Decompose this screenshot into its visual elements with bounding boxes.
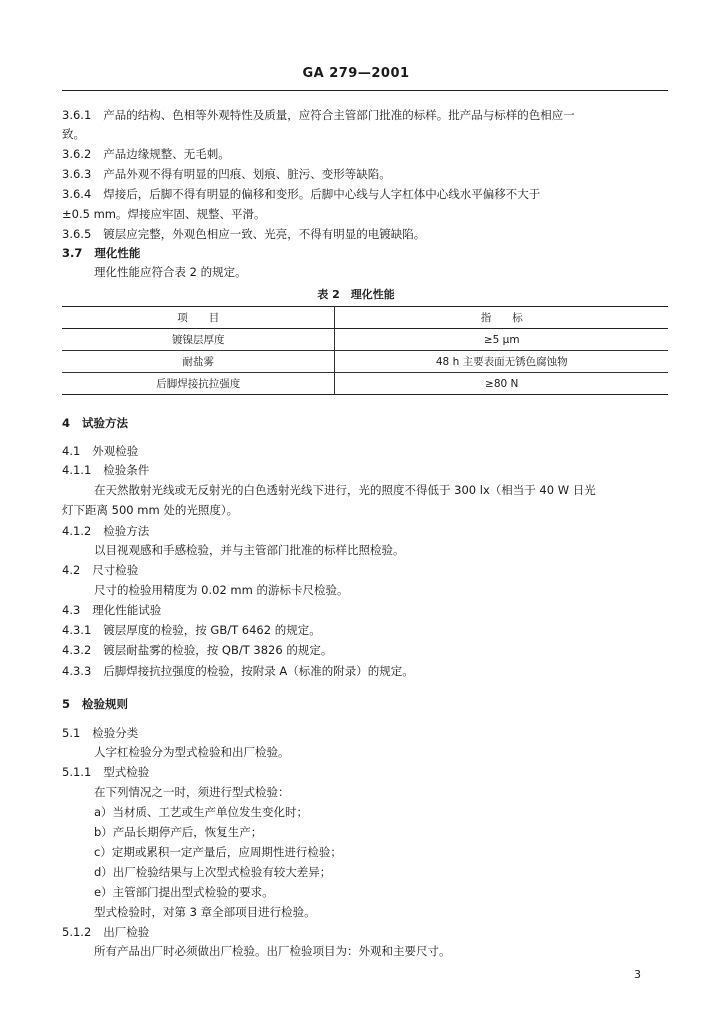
table-header-item: 项 目 (62, 307, 335, 329)
clause-4-1-2-heading (62, 524, 149, 539)
table-header-row (62, 307, 668, 329)
clause-number: 4.3.3 (62, 664, 92, 678)
clause-5-1-1-outro: 型式检验时，对第 3 章全部项目进行检验。 (94, 905, 316, 919)
clause-5-1-2-heading (62, 925, 149, 940)
clause-3-6-1 (62, 108, 575, 123)
section-title: 试验方法 (82, 416, 129, 430)
clause-number: 3.6.3 (62, 167, 92, 181)
table-cell: 镀镍层厚度 (62, 329, 335, 351)
clause-4-1-1-body: 在天然散射光线或无反射光的白色透射光线下进行，光的照度不得低于 300 lx（相当于 40 W 日光 (94, 483, 596, 497)
section-number: 4.1 (62, 444, 81, 458)
clause-4-3-3 (62, 664, 414, 679)
clause-4-3-2 (62, 643, 332, 658)
section-4-1-heading (62, 444, 138, 459)
clause-title: 检验方法 (103, 524, 150, 538)
section-number: 4 (62, 416, 71, 430)
table-cell: ≥5 μm (335, 329, 668, 351)
section-title: 理化性能 (94, 246, 141, 260)
clause-text: 产品边缘规整、无毛刺。 (103, 147, 230, 161)
section-number: 4.2 (62, 563, 81, 577)
clause-number: 4.1.2 (62, 524, 92, 538)
clause-text: 后脚焊接抗拉强度的检验，按附录 A（标准的附录）的规定。 (103, 664, 414, 678)
list-item: e）主管部门提出型式检验的要求。 (94, 885, 274, 899)
list-item: c）定期或累积一定产量后，应周期性进行检验； (94, 845, 342, 859)
clause-number: 4.3.2 (62, 643, 92, 657)
header-rule (62, 90, 668, 91)
table-cell: 耐盐雾 (62, 351, 335, 373)
page-number: 3 (634, 968, 641, 981)
table-cell: 后脚焊接抗拉强度 (62, 373, 335, 395)
clause-text: 产品外观不得有明显的凹痕、划痕、脏污、变形等缺陷。 (103, 167, 391, 181)
clause-text: 镀层耐盐雾的检验，按 QB/T 3826 的规定。 (103, 643, 333, 657)
clause-number: 3.6.4 (62, 187, 92, 201)
section-title: 检验规则 (82, 697, 129, 711)
table-row (62, 329, 668, 351)
section-4-heading (62, 416, 128, 431)
table-row (62, 373, 668, 395)
section-4-2-heading (62, 563, 138, 578)
section-number: 3.7 (62, 246, 83, 260)
clause-3-6-3 (62, 167, 391, 182)
clause-text: 产品的结构、色相等外观特性及质量，应符合主管部门批准的标样。批产品与标样的色相应一 (103, 108, 575, 122)
table-cell: 48 h 主要表面无锈色腐蚀物 (335, 351, 668, 373)
section-title: 尺寸检验 (92, 563, 139, 577)
list-item: a）当材质、工艺或生产单位发生变化时； (94, 805, 309, 819)
section-number: 4.3 (62, 603, 81, 617)
table-header-index: 指 标 (335, 307, 668, 329)
clause-number: 4.1.1 (62, 463, 92, 477)
clause-text: 焊接后，后脚不得有明显的偏移和变形。后脚中心线与人字杠体中心线水平偏移不大于 (103, 187, 541, 201)
section-4-3-heading (62, 603, 161, 618)
clause-5-1-1-heading (62, 765, 149, 780)
table-cell: ≥80 N (335, 373, 668, 395)
clause-3-6-1-continuation: 致。 (62, 127, 85, 141)
section-title: 理化性能试验 (92, 603, 162, 617)
clause-text: 镀层厚度的检验，按 GB/T 6462 的规定。 (103, 623, 321, 637)
clause-number: 5.1.2 (62, 925, 92, 939)
section-4-2-body: 尺寸的检验用精度为 0.02 mm 的游标卡尺检验。 (94, 583, 349, 597)
section-title: 外观检验 (92, 444, 139, 458)
clause-3-6-4-continuation: ±0.5 mm。焊接应牢固、规整、平滑。 (62, 207, 266, 221)
table-row (62, 351, 668, 373)
clause-4-3-1 (62, 623, 321, 638)
list-item: b）产品长期停产后，恢复生产； (94, 825, 263, 839)
clause-number: 3.6.1 (62, 108, 92, 122)
clause-4-1-1-continuation: 灯下距离 500 mm 处的光照度）。 (62, 503, 239, 517)
section-5-1-heading (62, 726, 138, 741)
section-5-1-body: 人字杠检验分为型式检验和出厂检验。 (94, 745, 290, 759)
section-number: 5 (62, 697, 71, 711)
clause-text: 镀层应完整，外观色相应一致、光亮，不得有明显的电镀缺陷。 (103, 227, 426, 241)
section-5-heading (62, 697, 128, 712)
list-item: d）出厂检验结果与上次型式检验有较大差异； (94, 865, 332, 879)
section-3-7-heading (62, 246, 140, 261)
table-physical-chemical-properties (62, 306, 668, 395)
clause-3-6-2 (62, 147, 230, 162)
clause-4-1-1-heading (62, 463, 149, 478)
clause-number: 4.3.1 (62, 623, 92, 637)
clause-number: 3.6.5 (62, 227, 92, 241)
clause-number: 3.6.2 (62, 147, 92, 161)
standard-code-header: GA 279—2001 (302, 66, 410, 81)
clause-3-6-4 (62, 187, 540, 202)
clause-number: 5.1.1 (62, 765, 92, 779)
clause-title: 出厂检验 (103, 925, 150, 939)
clause-5-1-1-intro: 在下列情况之一时，须进行型式检验： (94, 785, 290, 799)
clause-3-6-5 (62, 227, 425, 242)
section-3-7-body: 理化性能应符合表 2 的规定。 (94, 265, 247, 279)
clause-title: 型式检验 (103, 765, 150, 779)
table-caption: 表 2 理化性能 (317, 288, 395, 301)
clause-title: 检验条件 (103, 463, 150, 477)
clause-5-1-2-body: 所有产品出厂时必须做出厂检验。出厂检验项目为：外观和主要尺寸。 (94, 944, 451, 958)
clause-4-1-2-body: 以目视观感和手感检验，并与主管部门批准的标样比照检验。 (94, 543, 405, 557)
section-number: 5.1 (62, 726, 81, 740)
section-title: 检验分类 (92, 726, 139, 740)
